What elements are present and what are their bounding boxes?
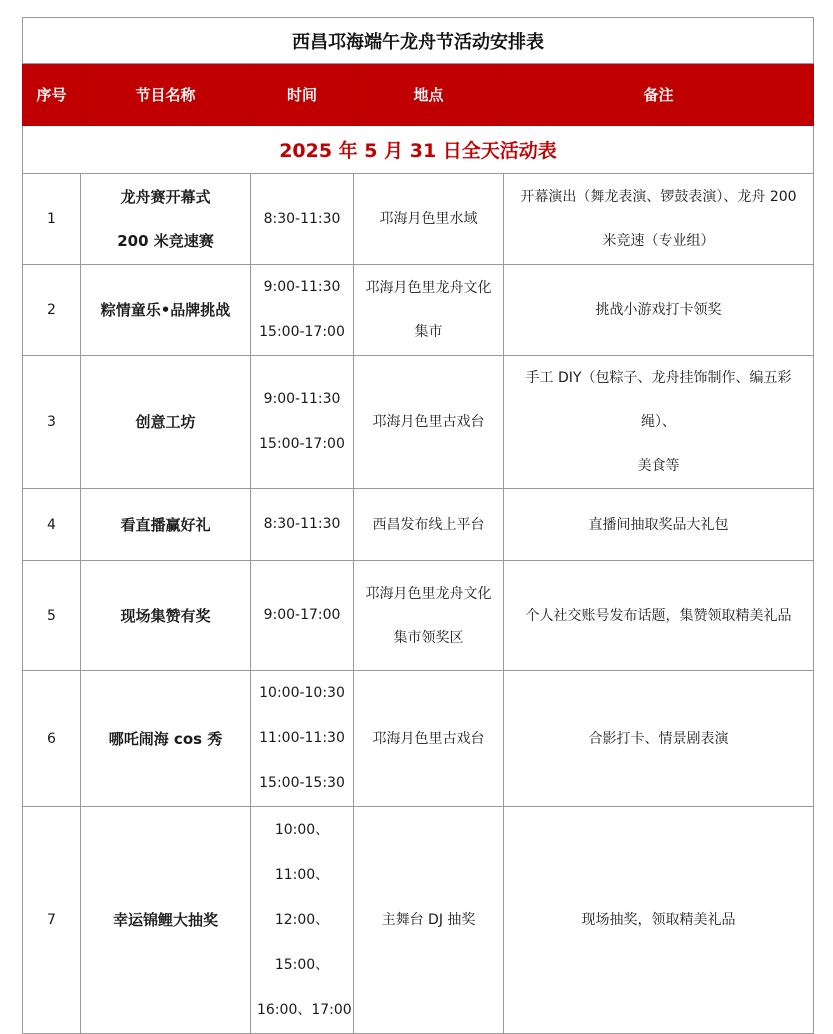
event-name <box>81 671 251 807</box>
event-note <box>504 489 814 561</box>
event-time <box>251 561 354 671</box>
event-place <box>354 265 504 356</box>
event-time-line: 15:00、 <box>274 956 330 973</box>
event-note-line: 直播间抽取奖品大礼包 <box>588 516 729 533</box>
table-row <box>23 489 814 561</box>
event-place-line: 邛海月色里龙舟文化 <box>365 585 492 602</box>
event-time-line: 9:00-11:30 <box>263 279 341 295</box>
header-place: 地点 <box>354 64 504 126</box>
header-no: 序号 <box>23 64 81 126</box>
event-note-line: 手工 DIY（包粽子、龙舟挂饰制作、编五彩绳）、 <box>525 370 792 430</box>
event-name-line: 看直播赢好礼 <box>120 515 211 534</box>
event-name <box>81 174 251 265</box>
row-number: 3 <box>23 356 81 489</box>
event-place <box>354 671 504 807</box>
table-row <box>23 174 814 265</box>
event-name <box>81 356 251 489</box>
date-banner-row <box>23 126 814 174</box>
event-name-line: 幸运锦鲤大抽奖 <box>112 911 218 929</box>
row-number: 2 <box>23 265 81 356</box>
event-place-line: 集市领奖区 <box>393 629 464 646</box>
event-name <box>81 561 251 671</box>
row-number: 1 <box>23 174 81 265</box>
event-note-line: 美食等 <box>637 458 680 474</box>
event-note-line: 挑战小游戏打卡领奖 <box>595 302 722 318</box>
event-name <box>81 265 251 356</box>
row-number: 7 <box>23 807 81 1034</box>
event-place <box>354 356 504 489</box>
table-row <box>23 356 814 489</box>
event-time <box>251 807 354 1034</box>
title-row <box>23 18 814 64</box>
event-note-line: 个人社交账号发布话题，集赞领取精美礼品 <box>525 607 792 624</box>
event-place <box>354 174 504 265</box>
event-time-line: 15:00-17:00 <box>259 324 345 340</box>
event-place <box>354 807 504 1034</box>
event-name <box>81 807 251 1034</box>
event-note <box>504 265 814 356</box>
event-time <box>251 489 354 561</box>
event-time-line: 15:00-17:00 <box>259 436 345 452</box>
event-note <box>504 356 814 489</box>
table-row <box>23 807 814 1034</box>
event-time-line: 9:00-17:00 <box>263 607 341 623</box>
event-note-line: 合影打卡、情景剧表演 <box>588 730 729 747</box>
event-place-line: 邛海月色里古戏台 <box>372 414 485 430</box>
event-time-line: 12:00、 <box>274 911 330 928</box>
event-place <box>354 561 504 671</box>
header-name: 节目名称 <box>81 64 251 126</box>
event-note-line: 米竞速（专业组） <box>602 233 715 249</box>
event-note-line: 开幕演出（舞龙表演、锣鼓表演）、龙舟 200 <box>520 189 797 205</box>
event-note <box>504 561 814 671</box>
table-row <box>23 671 814 807</box>
event-place-line: 邛海月色里水域 <box>379 211 478 227</box>
event-time <box>251 671 354 807</box>
event-place-line: 主舞台 DJ 抽奖 <box>381 912 476 928</box>
date-banner: 2025 年 5 月 31 日全天活动表 <box>23 126 814 174</box>
event-name-line: 200 米竞速赛 <box>117 232 214 250</box>
event-name-line: 现场集赞有奖 <box>120 606 211 625</box>
row-number: 4 <box>23 489 81 561</box>
event-name <box>81 489 251 561</box>
event-time-line: 8:30-11:30 <box>263 210 341 227</box>
table-row <box>23 265 814 356</box>
header-note: 备注 <box>504 64 814 126</box>
event-name-line: 创意工坊 <box>135 413 196 431</box>
event-note <box>504 807 814 1034</box>
event-place-line: 邛海月色里龙舟文化 <box>365 280 492 296</box>
event-name-line: 龙舟赛开幕式 <box>120 188 211 206</box>
schedule-table <box>22 17 814 1034</box>
event-place-line: 集市 <box>414 324 443 340</box>
event-time <box>251 174 354 265</box>
event-time-line: 15:00-15:30 <box>259 775 345 791</box>
event-time-line: 11:00-11:30 <box>259 730 345 746</box>
table-title: 西昌邛海端午龙舟节活动安排表 <box>23 18 814 64</box>
event-note-line: 现场抽奖，领取精美礼品 <box>581 912 736 928</box>
header-row <box>23 64 814 126</box>
event-place-line: 邛海月色里古戏台 <box>372 730 485 747</box>
schedule-sheet <box>22 17 813 1034</box>
event-time <box>251 265 354 356</box>
event-time-line: 9:00-11:30 <box>263 391 341 407</box>
event-note <box>504 174 814 265</box>
header-time: 时间 <box>251 64 354 126</box>
event-time-line: 11:00、 <box>274 866 330 883</box>
row-number: 5 <box>23 561 81 671</box>
event-time-line: 10:00-10:30 <box>259 685 345 701</box>
event-name-line: 哪吒闹海 cos 秀 <box>108 729 223 748</box>
event-time-line: 10:00、 <box>274 821 330 838</box>
row-number: 6 <box>23 671 81 807</box>
event-time-line: 16:00、17:00 <box>257 1001 352 1018</box>
event-note <box>504 671 814 807</box>
event-place <box>354 489 504 561</box>
table-row <box>23 561 814 671</box>
event-time <box>251 356 354 489</box>
event-time-line: 8:30-11:30 <box>263 516 341 532</box>
event-name-line: 粽情童乐•品牌挑战 <box>100 301 231 319</box>
event-place-line: 西昌发布线上平台 <box>372 516 485 533</box>
